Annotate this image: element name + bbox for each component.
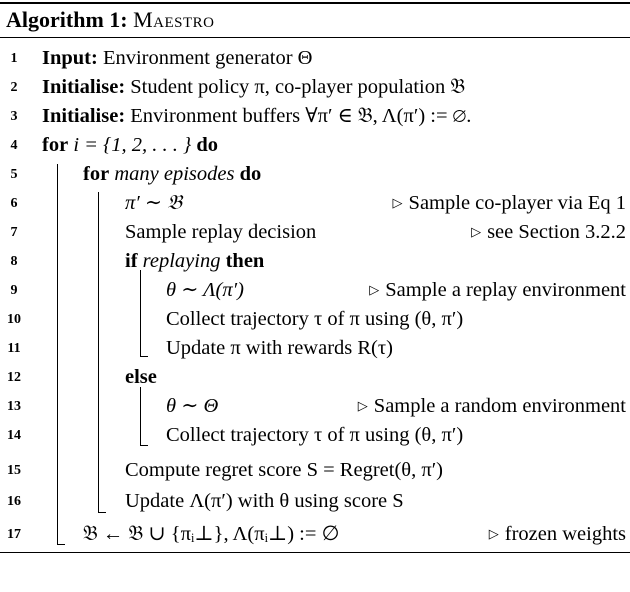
algorithm-line-5 <box>0 160 630 189</box>
algorithm-line-1 <box>0 44 630 73</box>
line-body <box>42 44 312 73</box>
comment-triangle-icon: ▷ <box>488 526 499 541</box>
line-comment <box>369 276 626 306</box>
line-text: Update Λ(π′) with θ using score S <box>125 490 404 512</box>
comment-text: see Section 3.2.2 <box>487 221 626 243</box>
algorithm-title <box>6 6 215 34</box>
comment-text: Sample a random environment <box>373 395 626 417</box>
keyword: for <box>83 163 110 185</box>
comment-triangle-icon: ▷ <box>392 195 403 210</box>
line-body <box>125 487 404 516</box>
line-body <box>42 102 471 131</box>
line-comment <box>358 392 626 422</box>
line-number: 16 <box>7 494 21 509</box>
line-number: 3 <box>10 109 18 124</box>
line-text: θ ∼ Λ(π′) <box>166 279 244 301</box>
line-number: 8 <box>10 254 18 269</box>
line-comment <box>393 189 626 219</box>
algorithm-line-7 <box>0 218 630 247</box>
line-number: 13 <box>7 399 21 414</box>
keyword: Input: <box>42 47 98 69</box>
keyword-then: then <box>225 250 265 272</box>
line-body <box>166 421 463 450</box>
line-body <box>83 160 261 189</box>
line-number: 2 <box>10 80 18 95</box>
algorithm-line-13 <box>0 392 630 421</box>
line-text: Student policy π, co-player population 𝔅 <box>125 76 466 98</box>
line-comment <box>489 520 626 550</box>
line-body <box>166 305 463 334</box>
line-text: Sample replay decision <box>125 221 317 243</box>
bottom-rule <box>0 552 630 553</box>
comment-triangle-icon: ▷ <box>369 282 380 297</box>
line-number: 11 <box>7 341 21 356</box>
line-text: Collect trajectory τ of π using (θ, π′) <box>166 308 464 330</box>
line-body <box>125 363 157 392</box>
algorithm-line-2 <box>0 73 630 102</box>
line-number: 17 <box>7 527 21 542</box>
line-text: many episodes <box>109 163 240 185</box>
line-number: 7 <box>10 225 18 240</box>
keyword-do: do <box>239 163 262 185</box>
algorithm-line-8 <box>0 247 630 276</box>
algorithm-line-15 <box>0 456 630 485</box>
algorithm-line-11 <box>0 334 630 363</box>
line-body <box>166 392 218 421</box>
line-body <box>125 247 264 276</box>
line-body <box>125 456 443 485</box>
algorithm-line-14 <box>0 421 630 450</box>
keyword: Initialise: <box>42 105 126 127</box>
line-body <box>42 131 218 160</box>
algorithm-line-3 <box>0 102 630 131</box>
line-body <box>166 276 244 305</box>
line-body <box>125 218 316 247</box>
comment-text: frozen weights <box>504 523 626 545</box>
line-number: 9 <box>10 283 18 298</box>
keyword: if <box>125 250 138 272</box>
algorithm-line-10 <box>0 305 630 334</box>
line-number: 15 <box>7 463 21 478</box>
algorithm-line-16 <box>0 487 630 516</box>
comment-text: Sample co-player via Eq 1 <box>408 192 626 214</box>
line-text: θ ∼ Θ <box>166 395 219 417</box>
top-rule <box>0 2 630 4</box>
keyword: else <box>125 366 157 388</box>
line-number: 4 <box>10 138 18 153</box>
line-body <box>42 73 465 102</box>
keyword: for <box>42 134 69 156</box>
line-text: i = {1, 2, . . . } <box>68 134 197 156</box>
line-text: Environment buffers ∀π′ ∈ 𝔅, Λ(π′) := ∅. <box>125 105 472 127</box>
keyword: Initialise: <box>42 76 126 98</box>
line-body <box>125 189 182 218</box>
line-text: Update π with rewards R(τ) <box>166 337 393 359</box>
line-text: π′ ∼ 𝔅 <box>125 192 182 214</box>
algorithm-label: Algorithm 1: <box>6 7 128 32</box>
comment-triangle-icon: ▷ <box>471 224 482 239</box>
line-text: Environment generator Θ <box>97 47 313 69</box>
line-number: 12 <box>7 370 21 385</box>
line-text: Collect trajectory τ of π using (θ, π′) <box>166 424 464 446</box>
line-number: 5 <box>10 167 18 182</box>
line-text: replaying <box>137 250 226 272</box>
algorithm-name: Maestro <box>133 7 215 32</box>
comment-triangle-icon: ▷ <box>357 398 368 413</box>
line-body <box>166 334 393 363</box>
line-number: 10 <box>7 312 21 327</box>
line-number: 6 <box>10 196 18 211</box>
line-text: 𝔅 ← 𝔅 ∪ {πᵢ⊥}, Λ(πᵢ⊥) := ∅ <box>83 523 340 545</box>
line-body <box>83 520 339 549</box>
title-rule <box>0 37 630 38</box>
algorithm-line-17 <box>0 520 630 549</box>
comment-text: Sample a replay environment <box>385 279 626 301</box>
line-text: Compute regret score S = Regret(θ, π′) <box>125 459 444 481</box>
line-comment <box>471 218 626 248</box>
algorithm-line-6 <box>0 189 630 218</box>
algorithm-line-4 <box>0 131 630 160</box>
algorithm-line-12 <box>0 363 630 392</box>
line-number: 14 <box>7 428 21 443</box>
line-number: 1 <box>10 51 18 66</box>
keyword-do: do <box>196 134 219 156</box>
algorithm-line-9 <box>0 276 630 305</box>
